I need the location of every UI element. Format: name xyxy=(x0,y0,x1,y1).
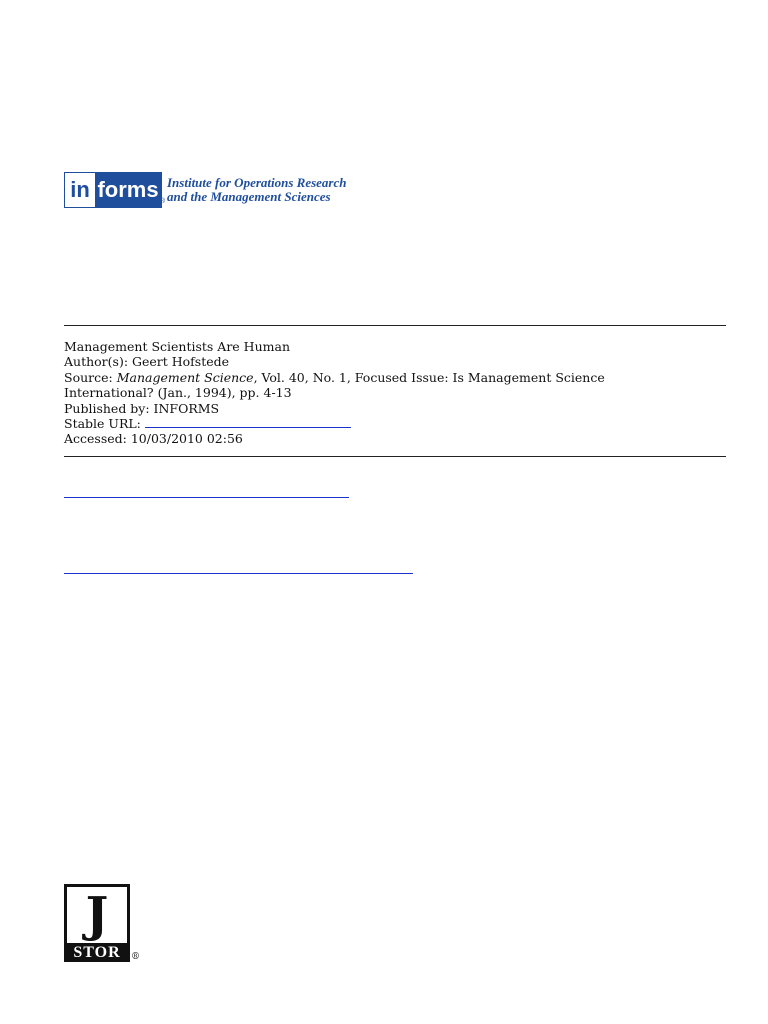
source-details: , Vol. 40, No. 1, Focused Issue: Is Management Science xyxy=(253,369,605,385)
informs-tagline-line-1: Institute for Operations Research xyxy=(167,175,347,190)
informs-logo xyxy=(64,172,364,212)
source-label: Source: xyxy=(64,369,117,385)
stable-url xyxy=(64,416,726,431)
informs-registered-mark: ® xyxy=(160,198,166,205)
article-source-continued: International? (Jan., 1994), pp. 4-13 xyxy=(64,385,292,401)
informs-tagline-line-2: and the Management Sciences xyxy=(167,189,331,204)
article-title: Management Scientists Are Human xyxy=(64,339,290,354)
informs-logo-in: in xyxy=(70,177,90,202)
bottom-divider xyxy=(64,456,726,457)
informs-tagline xyxy=(167,176,367,204)
stable-url-link[interactable] xyxy=(145,427,351,428)
stable-url-label: Stable URL: xyxy=(64,416,141,432)
article-authors: Author(s): Geert Hofstede xyxy=(64,354,230,370)
informs-logo-forms: forms xyxy=(95,173,161,207)
informs-logo-mark xyxy=(64,172,162,208)
jstor-logo-letter: J xyxy=(67,887,127,943)
jstor-logo-frame xyxy=(64,884,130,962)
article-source xyxy=(64,370,726,385)
jstor-logo-word: STOR xyxy=(73,944,121,961)
citation-block xyxy=(64,339,726,447)
accessed-date: Accessed: 10/03/2010 02:56 xyxy=(64,431,243,447)
top-divider xyxy=(64,325,726,326)
article-publisher: Published by: INFORMS xyxy=(64,400,220,416)
contact-link[interactable] xyxy=(64,573,413,574)
journal-name: Management Science xyxy=(116,369,254,385)
jstor-logo xyxy=(64,884,140,962)
jstor-registered-mark: ® xyxy=(131,952,140,962)
terms-link[interactable] xyxy=(64,497,349,498)
